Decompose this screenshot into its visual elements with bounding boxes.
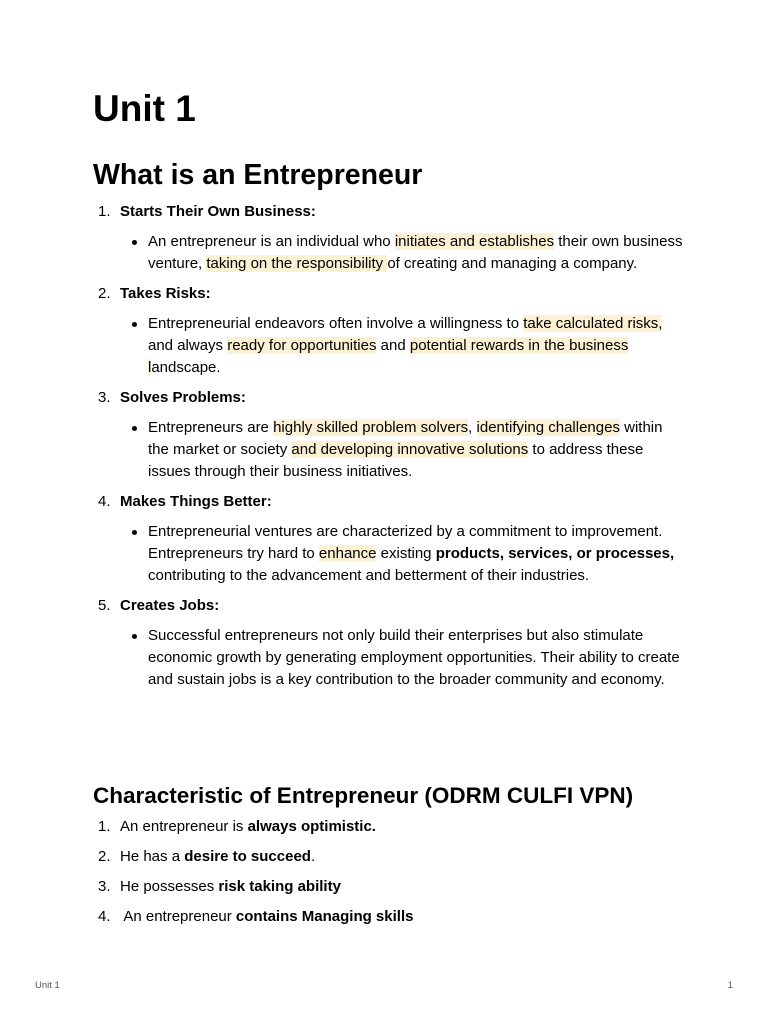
highlight: highly skilled problem solvers bbox=[273, 419, 469, 436]
item-number: 5. bbox=[98, 597, 111, 614]
item-number: 4. bbox=[98, 493, 111, 510]
text: and bbox=[376, 337, 410, 354]
list-item bbox=[93, 816, 683, 838]
bullet-list bbox=[93, 625, 683, 691]
text: their own business venture, bbox=[148, 233, 683, 272]
text: and always bbox=[148, 337, 228, 354]
list-item bbox=[93, 876, 683, 898]
unit-title: Unit 1 bbox=[93, 88, 196, 129]
bullet-item bbox=[148, 313, 683, 379]
list-item bbox=[93, 906, 683, 928]
footer-page-number: 1 bbox=[727, 980, 733, 991]
bold-text: always optimistic bbox=[247, 818, 372, 835]
item-number: 3. bbox=[98, 389, 111, 406]
bold-text: desire to succeed bbox=[184, 848, 311, 865]
text: andscape. bbox=[151, 359, 221, 376]
item-title: Starts Their Own Business: bbox=[120, 203, 316, 220]
bullet-list bbox=[93, 313, 683, 379]
list-item bbox=[93, 283, 683, 379]
bullet-list bbox=[93, 417, 683, 483]
text: Entrepreneurial endeavors often involve a willingness to bbox=[148, 315, 524, 332]
item-number: 1. bbox=[98, 818, 111, 835]
section-heading-characteristics: Characteristic of Entrepreneur (ODRM CULFI VPN) bbox=[93, 783, 634, 808]
bullet-item bbox=[148, 417, 683, 483]
text: existing bbox=[376, 545, 436, 562]
highlight: and developing innovative solutions bbox=[291, 441, 529, 458]
bullet-icon bbox=[132, 426, 137, 431]
list-item bbox=[93, 846, 683, 868]
list-item bbox=[93, 491, 683, 587]
bullet-icon bbox=[132, 634, 137, 639]
item-number: 3. bbox=[98, 878, 111, 895]
text: An entrepreneur is an individual who bbox=[148, 233, 395, 250]
text: An entrepreneur is bbox=[120, 818, 248, 835]
text: contributing to the advancement and betterment of their industries. bbox=[148, 567, 590, 584]
text: . bbox=[310, 848, 316, 865]
text: An entrepreneur bbox=[120, 908, 236, 925]
highlight: ready for opportunities bbox=[227, 337, 377, 354]
item-number: 1. bbox=[98, 203, 111, 220]
text: within the market or society bbox=[148, 419, 663, 458]
text: Entrepreneurial ventures are characterized by a commitment to improvement. Entrepreneurs try hard to bbox=[148, 523, 663, 562]
footer-unit-label: Unit 1 bbox=[35, 980, 60, 991]
highlight: identifying challenges bbox=[476, 419, 620, 436]
text: , bbox=[468, 419, 477, 436]
text: He has a bbox=[120, 848, 185, 865]
text: Entrepreneurs are bbox=[148, 419, 274, 436]
bold-text: products, services, or processes, bbox=[435, 545, 675, 562]
bullet-item bbox=[148, 521, 683, 587]
item-number: 2. bbox=[98, 848, 111, 865]
text: He possesses bbox=[120, 878, 219, 895]
bullet-icon bbox=[132, 240, 137, 245]
bold-text: risk taking ability bbox=[218, 878, 341, 895]
what-is-entrepreneur-list bbox=[93, 201, 683, 699]
bold-text: . bbox=[371, 818, 376, 835]
item-number: 4. bbox=[98, 908, 111, 925]
bullet-list bbox=[93, 231, 683, 275]
highlight: initiates and establishes bbox=[394, 233, 555, 250]
characteristics-list bbox=[93, 816, 683, 936]
list-item bbox=[93, 387, 683, 483]
item-number: 2. bbox=[98, 285, 111, 302]
highlight: take calculated risks, bbox=[523, 315, 663, 332]
list-item bbox=[93, 201, 683, 275]
text: to address these issues through their business initiatives. bbox=[148, 441, 644, 480]
highlight: taking on the responsibility bbox=[206, 255, 388, 272]
bullet-icon bbox=[132, 530, 137, 535]
bold-text: contains Managing skills bbox=[235, 908, 414, 925]
section-heading-what-is-entrepreneur: What is an Entrepreneur bbox=[93, 159, 423, 191]
list-item bbox=[93, 595, 683, 691]
text: Successful entrepreneurs not only build their enterprises but also stimulate economic growth by generating employment opportunities. Their ability to create and sustain jobs is a key contribution to the broader community and economy. bbox=[148, 627, 680, 688]
item-title: Makes Things Better: bbox=[120, 493, 272, 510]
bullet-item bbox=[148, 625, 683, 691]
item-title: Solves Problems: bbox=[120, 389, 246, 406]
bullet-icon bbox=[132, 322, 137, 327]
item-title: Creates Jobs: bbox=[120, 597, 220, 614]
bullet-list bbox=[93, 521, 683, 587]
item-title: Takes Risks: bbox=[120, 285, 211, 302]
highlight: enhance bbox=[318, 545, 377, 562]
bullet-item bbox=[148, 231, 683, 275]
text: of creating and managing a company. bbox=[387, 255, 638, 272]
highlight: potential rewards in the business l bbox=[148, 337, 629, 376]
